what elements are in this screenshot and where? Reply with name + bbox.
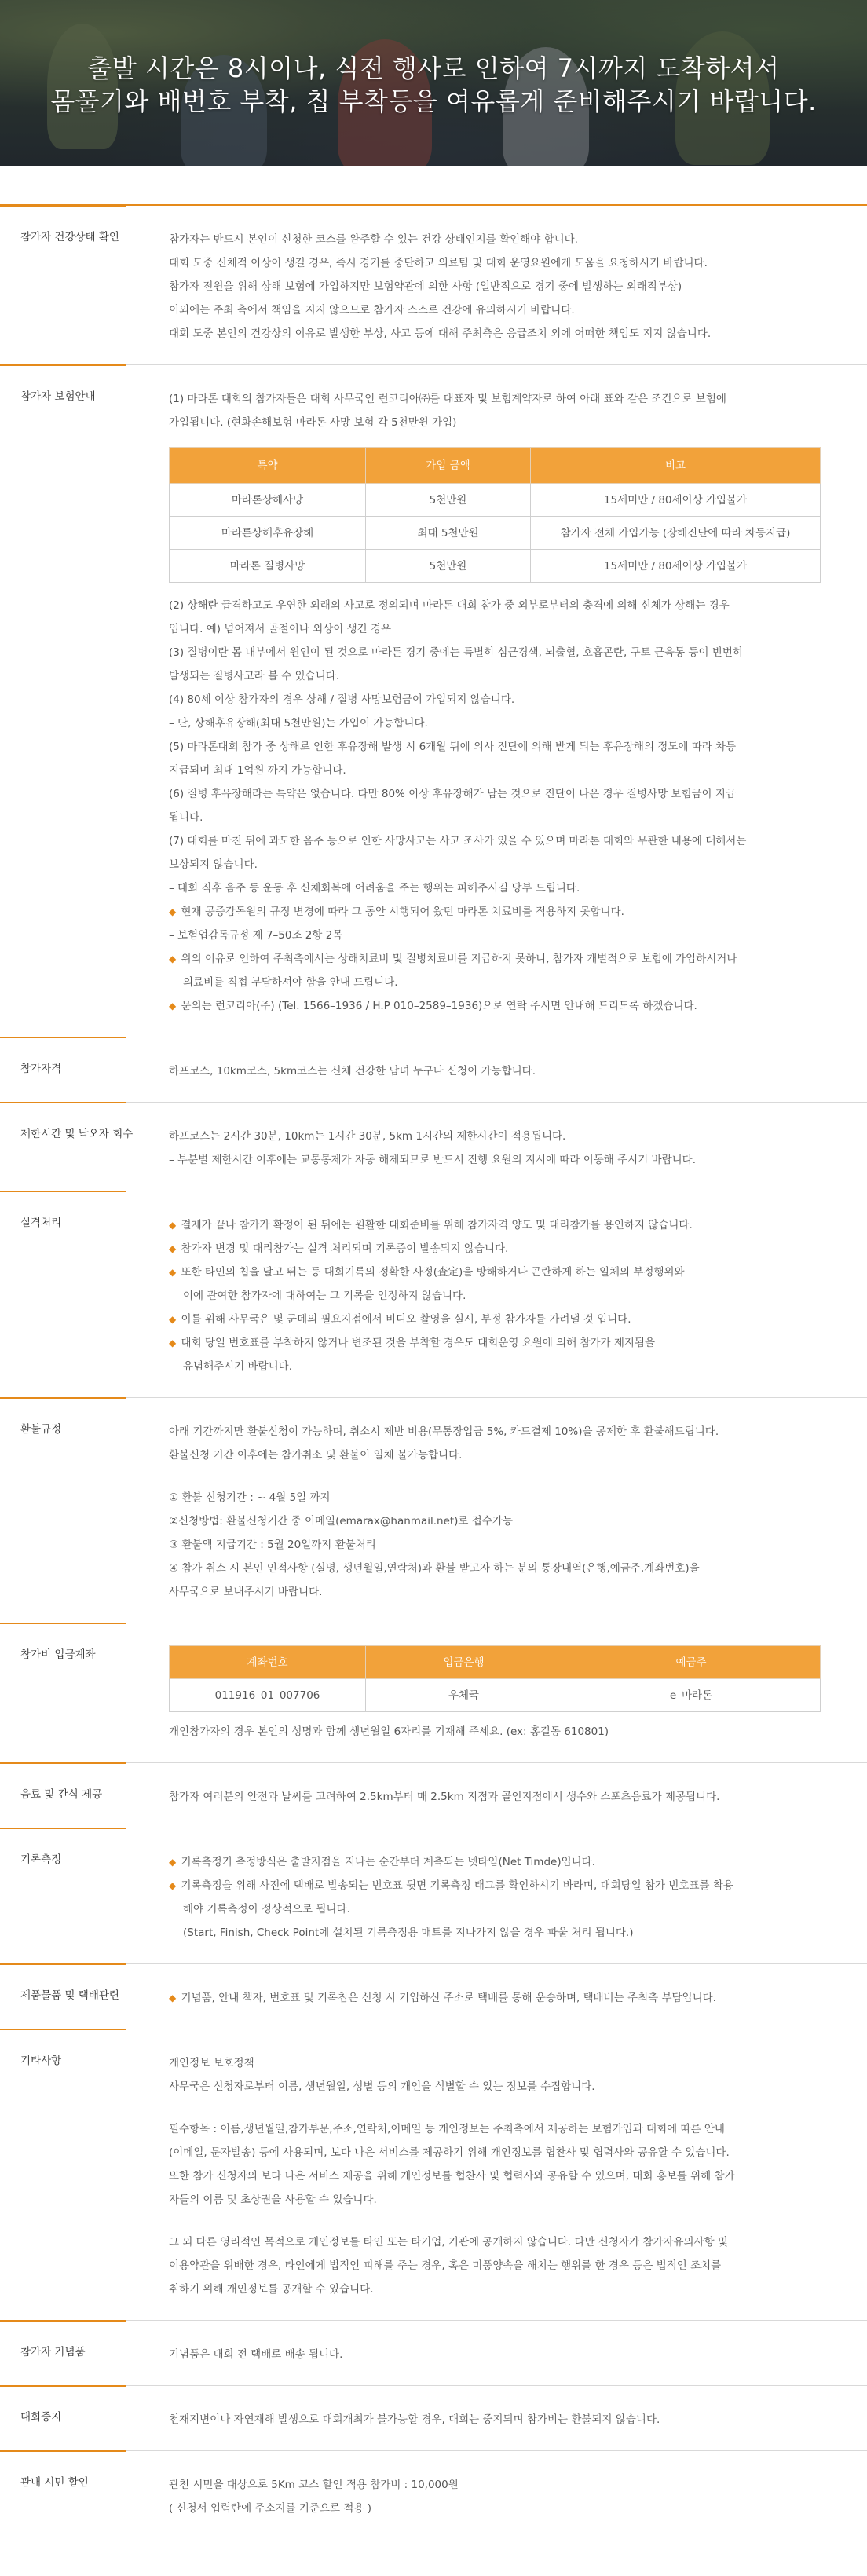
text-line: 지급되며 최대 1억원 까지 가능합니다. xyxy=(169,764,346,777)
account-table xyxy=(169,1645,821,1712)
diamond-bullet-icon: ◆ xyxy=(169,1857,177,1868)
section-body xyxy=(145,1191,867,1397)
diamond-bullet-icon: ◆ xyxy=(169,1337,177,1348)
text-line: ④ 참가 취소 시 본인 인적사항 (실명, 생년월일,연락처)과 환불 받고자 하는 분의 통장내역(은행,예금주,계좌번호)을 xyxy=(169,1562,700,1575)
section-label: 기록측정 xyxy=(20,1853,62,1866)
section-cancel xyxy=(0,2385,867,2450)
text-line: 환불신청 기간 이후에는 참가취소 및 환불이 일체 불가능합니다. xyxy=(169,1449,463,1462)
text-line: 관천 시민을 대상으로 5Km 코스 할인 적용 참가비 : 10,000원 xyxy=(169,2479,459,2491)
text-line: 필수항목 : 이름,생년월일,참가부문,주소,연락처,이메일 등 개인정보는 주최측에서 제공하는 보험가입과 대회에 따른 안내 xyxy=(169,2123,725,2135)
section-body xyxy=(145,2451,867,2539)
section-body xyxy=(145,2321,867,2385)
text-line: (3) 질병이란 몸 내부에서 원인이 된 것으로 마라톤 경기 중에는 특별히 심근경색, 뇌출혈, 호흡곤란, 구토 근육통 등이 빈번히 xyxy=(169,646,743,659)
table-row xyxy=(170,484,821,517)
section-label: 관내 시민 할인 xyxy=(20,2476,89,2489)
diamond-bullet-icon: ◆ xyxy=(169,1880,177,1891)
spacer xyxy=(169,2098,843,2117)
text-line: (Start, Finish, Check Point에 설치된 기록측정용 매트를 지나가지 않을 경우 파울 처리 됩니다.) xyxy=(183,1927,634,1939)
section-label: 제품물품 및 택배관련 xyxy=(20,1989,119,2002)
text-line: ◆ 위의 이유로 인하여 주최측에서는 상해치료비 및 질병치료비를 지급하지 못하니, 참가자 개별적으로 보험에 가입하시거나 xyxy=(169,953,737,965)
text-line: ◆ 기념품, 안내 책자, 번호표 및 기록칩은 신청 시 기입하신 주소로 택배를 통해 운송하며, 택배비는 주최측 부담입니다. xyxy=(169,1992,716,2004)
diamond-bullet-icon: ◆ xyxy=(169,1220,177,1231)
table-cell: 마라톤상해후유장해 xyxy=(170,517,366,550)
section-timing xyxy=(0,1828,867,1963)
text-line: 참가자 전원을 위해 상해 보험에 가입하지만 보험약관에 의한 사항 (일반적으로 경기 중에 발생하는 외래적부상) xyxy=(169,280,682,293)
section-souvenir xyxy=(0,2320,867,2385)
text-line: 개인참가자의 경우 본인의 성명과 함께 생년월일 6자리를 기재해 주세요. (ex: 홍길동 610801) xyxy=(169,1725,609,1738)
text-line: 그 외 다른 영리적인 목적으로 개인정보를 타인 또는 타기업, 기관에 공개하지 않습니다. 다만 신청자가 참가자유의사항 및 xyxy=(169,2236,728,2249)
text-line: 이외에는 주최 측에서 책임을 지지 않으므로 참가자 스스로 건강에 유의하시기 바랍니다. xyxy=(169,304,575,317)
section-body xyxy=(145,1037,867,1102)
text-line: 대회 도중 신체적 이상이 생길 경우, 즉시 경기를 중단하고 의료팀 및 대회 운영요원에게 도움을 요청하시기 바랍니다. xyxy=(169,257,708,269)
text-line: – 부분별 제한시간 이후에는 교통통제가 자동 해제되므로 반드시 진행 요원의 지시에 따라 이동해 주시기 바랍니다. xyxy=(169,1154,697,1166)
section-label: 기타사항 xyxy=(20,2055,62,2067)
section-health xyxy=(0,204,867,364)
section-drinks xyxy=(0,1762,867,1828)
text-line: (7) 대회를 마친 뒤에 과도한 음주 등으로 인한 사망사고는 사고 조사가 있을 수 있으며 마라톤 대회와 무관한 내용에 대해서는 xyxy=(169,835,747,847)
hero-title-line-2: 몸풀기와 배번호 부착, 칩 부착등을 여유롭게 준비해주시기 바랍니다. xyxy=(50,86,817,116)
text-line: (2) 상해란 급격하고도 우연한 외래의 사고로 정의되며 마라톤 대회 참가 중 외부로부터의 충격에 의해 신체가 상해는 경우 xyxy=(169,599,730,612)
section-refund xyxy=(0,1397,867,1623)
text-line: 사무국은 신청자로부터 이름, 생년월일, 성별 등의 개인을 식별할 수 있는 정보를 수집합니다. xyxy=(169,2080,595,2093)
text-line: 취하기 위해 개인정보를 공개할 수 있습니다. xyxy=(169,2283,374,2296)
text-line: 의료비를 직접 부담하셔야 함을 안내 드립니다. xyxy=(183,976,398,989)
table-row xyxy=(170,517,821,550)
text-line: 입니다. 예) 넘어져서 골절이나 외상이 생긴 경우 xyxy=(169,623,392,635)
table-cell: 마라톤상해사망 xyxy=(170,484,366,517)
section-label: 참가자 기념품 xyxy=(20,2346,86,2358)
section-body xyxy=(145,2029,867,2320)
section-body xyxy=(145,365,867,1037)
section-eligibility xyxy=(0,1037,867,1102)
text-line: ◆ 현재 공증감독원의 규정 변경에 따라 그 동안 시행되어 왔던 마라톤 치료비를 적용하지 못합니다. xyxy=(169,906,624,918)
table-cell: 최대 5천만원 xyxy=(366,517,531,550)
table-row xyxy=(170,1679,821,1712)
text-line: ◆ 참가자 변경 및 대리참가는 실격 처리되며 기록증이 발송되지 않습니다. xyxy=(169,1242,509,1255)
hero-banner xyxy=(0,0,867,166)
section-body xyxy=(145,2386,867,2450)
text-line: 보상되지 않습니다. xyxy=(169,858,258,871)
section-label: 제한시간 및 낙오자 회수 xyxy=(20,1128,134,1140)
table-cell: 5천만원 xyxy=(366,550,531,583)
text-line: – 대회 직후 음주 등 운동 후 신체회복에 어려움을 주는 행위는 피해주시길 당부 드립니다. xyxy=(169,882,580,895)
section-body xyxy=(145,1398,867,1623)
text-line: 기념품은 대회 전 택배로 배송 됩니다. xyxy=(169,2348,343,2361)
text-line: 또한 참가 신청자의 보다 나은 서비스 제공을 위해 개인정보를 협찬사 및 협력사와 공유할 수 있으며, 대회 홍보를 위해 참가 xyxy=(169,2170,735,2183)
text-line: (4) 80세 이상 참가자의 경우 상해 / 질병 사망보험금이 가입되지 않습니다. xyxy=(169,693,515,706)
table-header-cell: 예금주 xyxy=(562,1646,821,1679)
text-line: ◆ 기록측정을 위해 사전에 택배로 발송되는 번호표 뒷면 기록측정 태그를 확인하시기 바라며, 대회당일 참가 번호표를 착용 xyxy=(169,1879,733,1892)
section-body xyxy=(145,1623,867,1762)
spacer xyxy=(169,1467,843,1486)
table-cell: e–마라톤 xyxy=(562,1679,821,1712)
insurance-table xyxy=(169,447,821,583)
text-line: 대회 도중 본인의 건강상의 이유로 발생한 부상, 사고 등에 대해 주최측은 응급조치 외에 어떠한 책임도 지지 않습니다. xyxy=(169,327,712,340)
notice-content xyxy=(0,204,867,2539)
section-label: 참가자격 xyxy=(20,1063,62,1075)
section-body xyxy=(145,1763,867,1828)
table-header-cell: 가입 금액 xyxy=(366,448,531,484)
text-line: 유념해주시기 바랍니다. xyxy=(183,1360,292,1373)
section-label: 음료 및 간식 제공 xyxy=(20,1788,103,1801)
table-header-cell: 입금은행 xyxy=(366,1646,562,1679)
section-label: 참가자 건강상태 확인 xyxy=(20,231,119,243)
text-line: ① 환불 신청기간 : ~ 4월 5일 까지 xyxy=(169,1491,331,1504)
table-cell: 마라톤 질병사망 xyxy=(170,550,366,583)
section-label: 대회중지 xyxy=(20,2411,62,2424)
table-cell: 011916–01–007706 xyxy=(170,1679,366,1712)
text-line: 참가자 여러분의 안전과 날씨를 고려하여 2.5km부터 매 2.5km 지점과 골인지점에서 생수와 스포츠음료가 제공됩니다. xyxy=(169,1791,720,1803)
text-line: 하프코스, 10km코스, 5km코스는 신체 건강한 남녀 누구나 신청이 가능합니다. xyxy=(169,1065,536,1078)
text-line: 천재지변이나 자연재해 발생으로 대회개최가 불가능할 경우, 대회는 중지되며 참가비는 환불되지 않습니다. xyxy=(169,2413,660,2426)
section-label: 실격처리 xyxy=(20,1217,62,1229)
diamond-bullet-icon: ◆ xyxy=(169,1992,177,2003)
diamond-bullet-icon: ◆ xyxy=(169,906,177,917)
text-line: 아래 기간까지만 환불신청이 가능하며, 취소시 제반 비용(무통장입금 5%, 카드결제 10%)을 공제한 후 환불해드립니다. xyxy=(169,1425,719,1438)
diamond-bullet-icon: ◆ xyxy=(169,1267,177,1278)
section-body xyxy=(145,206,867,364)
section-discount xyxy=(0,2450,867,2539)
text-line: ◆ 또한 타인의 칩을 달고 뛰는 등 대회기록의 정확한 사정(査定)을 방해하거나 곤란하게 하는 일체의 부정행위와 xyxy=(169,1266,685,1279)
text-line: ◆ 결제가 끝나 참가가 확정이 된 뒤에는 원활한 대회준비를 위해 참가자격 양도 및 대리참가를 용인하지 않습니다. xyxy=(169,1219,693,1231)
section-label: 환불규정 xyxy=(20,1423,62,1436)
text-line: 이용약관을 위배한 경우, 타인에게 법적인 피해를 주는 경우, 혹은 미풍양속을 해치는 행위를 한 경우 등은 법적인 조치를 xyxy=(169,2259,722,2272)
text-line: ③ 환불액 지급기간 : 5월 20일까지 환불처리 xyxy=(169,1539,376,1551)
text-line: 하프코스는 2시간 30분, 10km는 1시간 30분, 5km 1시간의 제한시간이 적용됩니다. xyxy=(169,1130,566,1143)
section-delivery xyxy=(0,1963,867,2029)
table-header-cell: 특약 xyxy=(170,448,366,484)
text-line: (이메일, 문자발송) 등에 사용되며, 보다 나은 서비스를 제공하기 위해 개인정보를 협찬사 및 협력사와 공유할 수 있습니다. xyxy=(169,2146,730,2159)
table-header-row xyxy=(170,448,821,484)
text-line: – 단, 상해후유장해(최대 5천만원)는 가입이 가능합니다. xyxy=(169,717,428,730)
text-line: ②신청방법: 환불신청기간 중 이메일(emarax@hanmail.net)로 접수가능 xyxy=(169,1515,513,1528)
table-header-cell: 계좌번호 xyxy=(170,1646,366,1679)
section-etc xyxy=(0,2029,867,2320)
section-body xyxy=(145,1964,867,2029)
text-line: – 보험업감독규정 제 7–50조 2항 2목 xyxy=(169,929,343,942)
diamond-bullet-icon: ◆ xyxy=(169,953,177,964)
table-header-cell: 비고 xyxy=(531,448,821,484)
text-line: ◆ 문의는 런코리아(주) (Tel. 1566–1936 / H.P 010–2589–1936)으로 연락 주시면 안내해 드리도록 하겠습니다. xyxy=(169,1000,697,1012)
text-line: ◆ 기록측정기 측정방식은 출발지점을 지나는 순간부터 계측되는 넷타임(Net Timde)입니다. xyxy=(169,1856,596,1868)
section-account xyxy=(0,1623,867,1762)
text-line: ◆ 대회 당일 번호표를 부착하지 않거나 변조된 것을 부착할 경우도 대회운영 요원에 의해 참가가 제지됨을 xyxy=(169,1337,656,1349)
section-label: 참가비 입금계좌 xyxy=(20,1648,96,1661)
table-cell: 15세미만 / 80세이상 가입불가 xyxy=(531,484,821,517)
text-line: 개인정보 보호정책 xyxy=(169,2057,254,2069)
text-line: (6) 질병 후유장해라는 특약은 없습니다. 다만 80% 이상 후유장해가 남는 것으로 진단이 나온 경우 질병사망 보험금이 지급 xyxy=(169,788,736,800)
diamond-bullet-icon: ◆ xyxy=(169,1314,177,1325)
text-line: ◆ 이를 위해 사무국은 몇 군데의 필요지점에서 비디오 촬영을 실시, 부정 참가자를 가려낼 것 입니다. xyxy=(169,1313,631,1326)
table-cell: 참가자 전체 가입가능 (장해진단에 따라 차등지급) xyxy=(531,517,821,550)
section-disqualify xyxy=(0,1191,867,1397)
text-line: 발생되는 질병사고라 볼 수 있습니다. xyxy=(169,670,340,682)
table-header-row xyxy=(170,1646,821,1679)
section-body xyxy=(145,1103,867,1191)
diamond-bullet-icon: ◆ xyxy=(169,1001,177,1012)
table-cell: 5천만원 xyxy=(366,484,531,517)
section-insurance xyxy=(0,364,867,1037)
text-line: 해야 기록측정이 정상적으로 됩니다. xyxy=(183,1903,350,1916)
table-row xyxy=(170,550,821,583)
text-line: 참가자는 반드시 본인이 신청한 코스를 완주할 수 있는 건강 상태인지를 확인해야 합니다. xyxy=(169,233,578,246)
text-line: (5) 마라톤대회 참가 중 상해로 인한 후유장해 발생 시 6개월 뒤에 의사 진단에 의해 받게 되는 후유장해의 정도에 따라 차등 xyxy=(169,741,737,753)
spacer xyxy=(169,2212,843,2230)
text-line: 됩니다. xyxy=(169,811,203,824)
section-timelimit xyxy=(0,1102,867,1191)
diamond-bullet-icon: ◆ xyxy=(169,1243,177,1254)
table-cell: 우체국 xyxy=(366,1679,562,1712)
hero-title-line-1: 출발 시간은 8시이나, 식전 행사로 인하여 7시까지 도착하셔서 xyxy=(87,53,780,83)
text-line: 사무국으로 보내주시기 바랍니다. xyxy=(169,1586,323,1598)
text-line: ( 신청서 입력란에 주소지를 기준으로 적용 ) xyxy=(169,2502,371,2515)
section-label: 참가자 보험안내 xyxy=(20,390,96,403)
table-cell: 15세미만 / 80세이상 가입불가 xyxy=(531,550,821,583)
text-line: 이에 관여한 참가자에 대하여는 그 기록을 인정하지 않습니다. xyxy=(183,1290,466,1302)
text-line: 가입됩니다. (현화손해보험 마라톤 사망 보험 각 5천만원 가입) xyxy=(169,416,457,429)
text-line: (1) 마라톤 대회의 참가자들은 대회 사무국인 런코리아㈜를 대표자 및 보험계약자로 하여 아래 표와 같은 조건으로 보험에 xyxy=(169,393,726,405)
text-line: 자들의 이름 및 초상권을 사용할 수 있습니다. xyxy=(169,2194,377,2206)
section-body xyxy=(145,1828,867,1963)
